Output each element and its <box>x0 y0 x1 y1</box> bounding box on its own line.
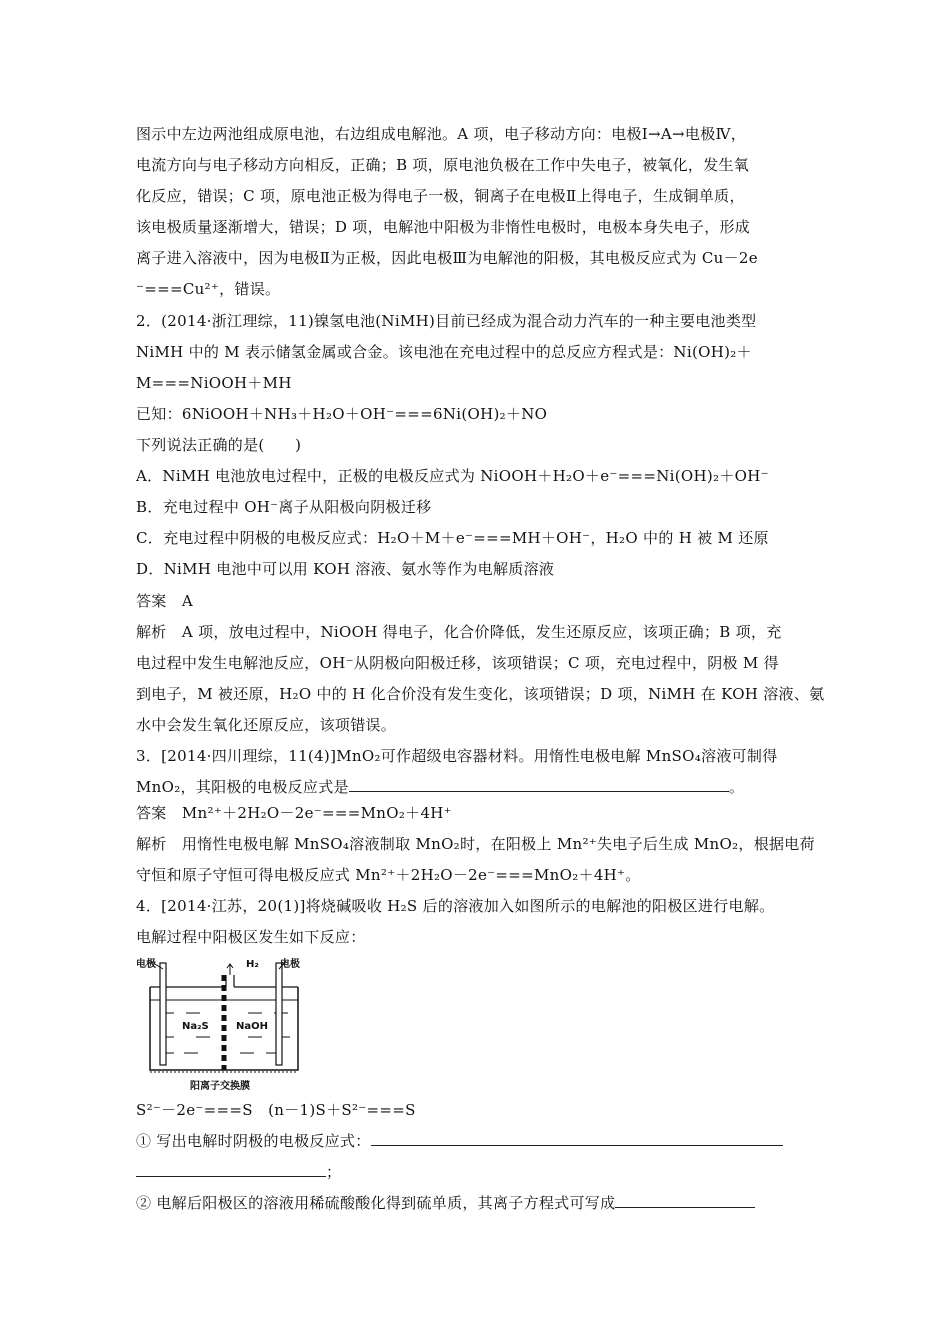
left-electrode-label: 电极 <box>136 959 156 970</box>
answer-blank <box>371 1131 783 1146</box>
analysis-2: 解析 A 项，放电过程中，NiOOH 得电子，化合价降低，发生还原反应，该项正确；B 项，充 <box>136 623 782 641</box>
text-line: 电过程中发生电解池反应，OH⁻从阴极向阳极迁移，该项错误；C 项，充电过程中，阴极 M 得 <box>136 654 779 672</box>
option-a: A．NiMH 电池放电过程中，正极的电极反应式为 NiOOH＋H₂O＋e⁻===Ni(OH)₂＋OH⁻ <box>136 467 769 485</box>
period: 。 <box>728 778 745 796</box>
answer-3: 答案 Mn²⁺＋2H₂O－2e⁻===MnO₂＋4H⁺ <box>136 804 452 822</box>
text-line: ⁻===Cu²⁺，错误。 <box>136 280 281 298</box>
text-line: 守恒和原子守恒可得电极反应式 Mn²⁺＋2H₂O－2e⁻===MnO₂＋4H⁺。 <box>136 866 641 884</box>
subquestion-2 <box>136 1193 755 1213</box>
option-d: D．NiMH 电池中可以用 KOH 溶液、氨水等作为电解质溶液 <box>136 560 555 578</box>
text-line: M===NiOOH＋MH <box>136 374 292 392</box>
text-line: 电解过程中阳极区发生如下反应： <box>136 928 366 946</box>
answer-blank <box>615 1193 755 1208</box>
text-line <box>136 777 744 797</box>
question-3-title: 3．[2014·四川理综，11(4)]MnO₂可作超级电容器材料。用惰性电极电解 MnSO₄溶液可制得 <box>136 747 778 765</box>
text-line: 电流方向与电子移动方向相反，正确；B 项，原电池负极在工作中失电子，被氧化，发生氧 <box>136 156 750 174</box>
option-b: B．充电过程中 OH⁻离子从阳极向阴极迁移 <box>136 498 432 516</box>
text-line: 图示中左边两池组成原电池，右边组成电解池。A 项，电子移动方向：电极Ⅰ→A→电极Ⅳ， <box>136 125 747 143</box>
electrolysis-cell-figure <box>136 955 306 1095</box>
text-line: 化反应，错误；C 项，原电池正极为得电子一极，铜离子在电极Ⅱ上得电子，生成铜单质， <box>136 187 745 205</box>
membrane-caption: 阳离子交换膜 <box>190 1081 250 1092</box>
reaction-line: S²⁻－2e⁻===S (n－1)S＋S²⁻===S <box>136 1101 416 1119</box>
gas-label: H₂ <box>246 959 259 970</box>
answer-blank <box>349 777 729 792</box>
text-line: 下列说法正确的是( ) <box>136 436 302 454</box>
text-line: 水中会发生氧化还原反应，该项错误。 <box>136 716 397 734</box>
subquestion-1-prompt: ① 写出电解时阴极的电极反应式： <box>136 1132 371 1150</box>
text-line <box>136 1162 341 1182</box>
answer-2: 答案 A <box>136 592 194 610</box>
subquestion-2-prompt: ② 电解后阳极区的溶液用稀硫酸酸化得到硫单质，其离子方程式可写成 <box>136 1194 616 1212</box>
left-solution-label: Na₂S <box>182 1021 209 1032</box>
text-line: 已知：6NiOOH＋NH₃＋H₂O＋OH⁻===6Ni(OH)₂＋NO <box>136 405 548 423</box>
question-4-title: 4．[2014·江苏，20(1)]将烧碱吸收 H₂S 后的溶液加入如图所示的电解池的阳极区进行电解。 <box>136 897 775 915</box>
analysis-3: 解析 用惰性电极电解 MnSO₄溶液制取 MnO₂时，在阳极上 Mn²⁺失电子后生成 MnO₂，根据电荷 <box>136 835 815 853</box>
right-electrode-label: 电极 <box>280 959 300 970</box>
text-line: 该电极质量逐渐增大，错误；D 项，电解池中阳极为非惰性电极时，电极本身失电子，形成 <box>136 218 751 236</box>
question-2-title: 2．(2014·浙江理综，11)镍氢电池(NiMH)目前已经成为混合动力汽车的一种主要电池类型 <box>136 312 757 330</box>
text-line: NiMH 中的 M 表示储氢金属或合金。该电池在充电过程中的总反应方程式是：Ni(OH)₂＋ <box>136 343 752 361</box>
question-3-prompt: MnO₂，其阳极的电极反应式是 <box>136 778 349 796</box>
answer-blank <box>136 1162 326 1177</box>
text-line: 离子进入溶液中，因为电极Ⅱ为正极，因此电极Ⅲ为电解池的阳极，其电极反应式为 Cu－2e <box>136 249 758 267</box>
option-c: C．充电过程中阴极的电极反应式：H₂O＋M＋e⁻===MH＋OH⁻，H₂O 中的 H 被 M 还原 <box>136 529 769 547</box>
semicolon: ； <box>326 1163 342 1181</box>
text-line: 到电子，M 被还原，H₂O 中的 H 化合价没有发生变化，该项错误；D 项，NiMH 在 KOH 溶液、氨 <box>136 685 825 703</box>
subquestion-1 <box>136 1131 783 1151</box>
right-solution-label: NaOH <box>236 1021 268 1032</box>
